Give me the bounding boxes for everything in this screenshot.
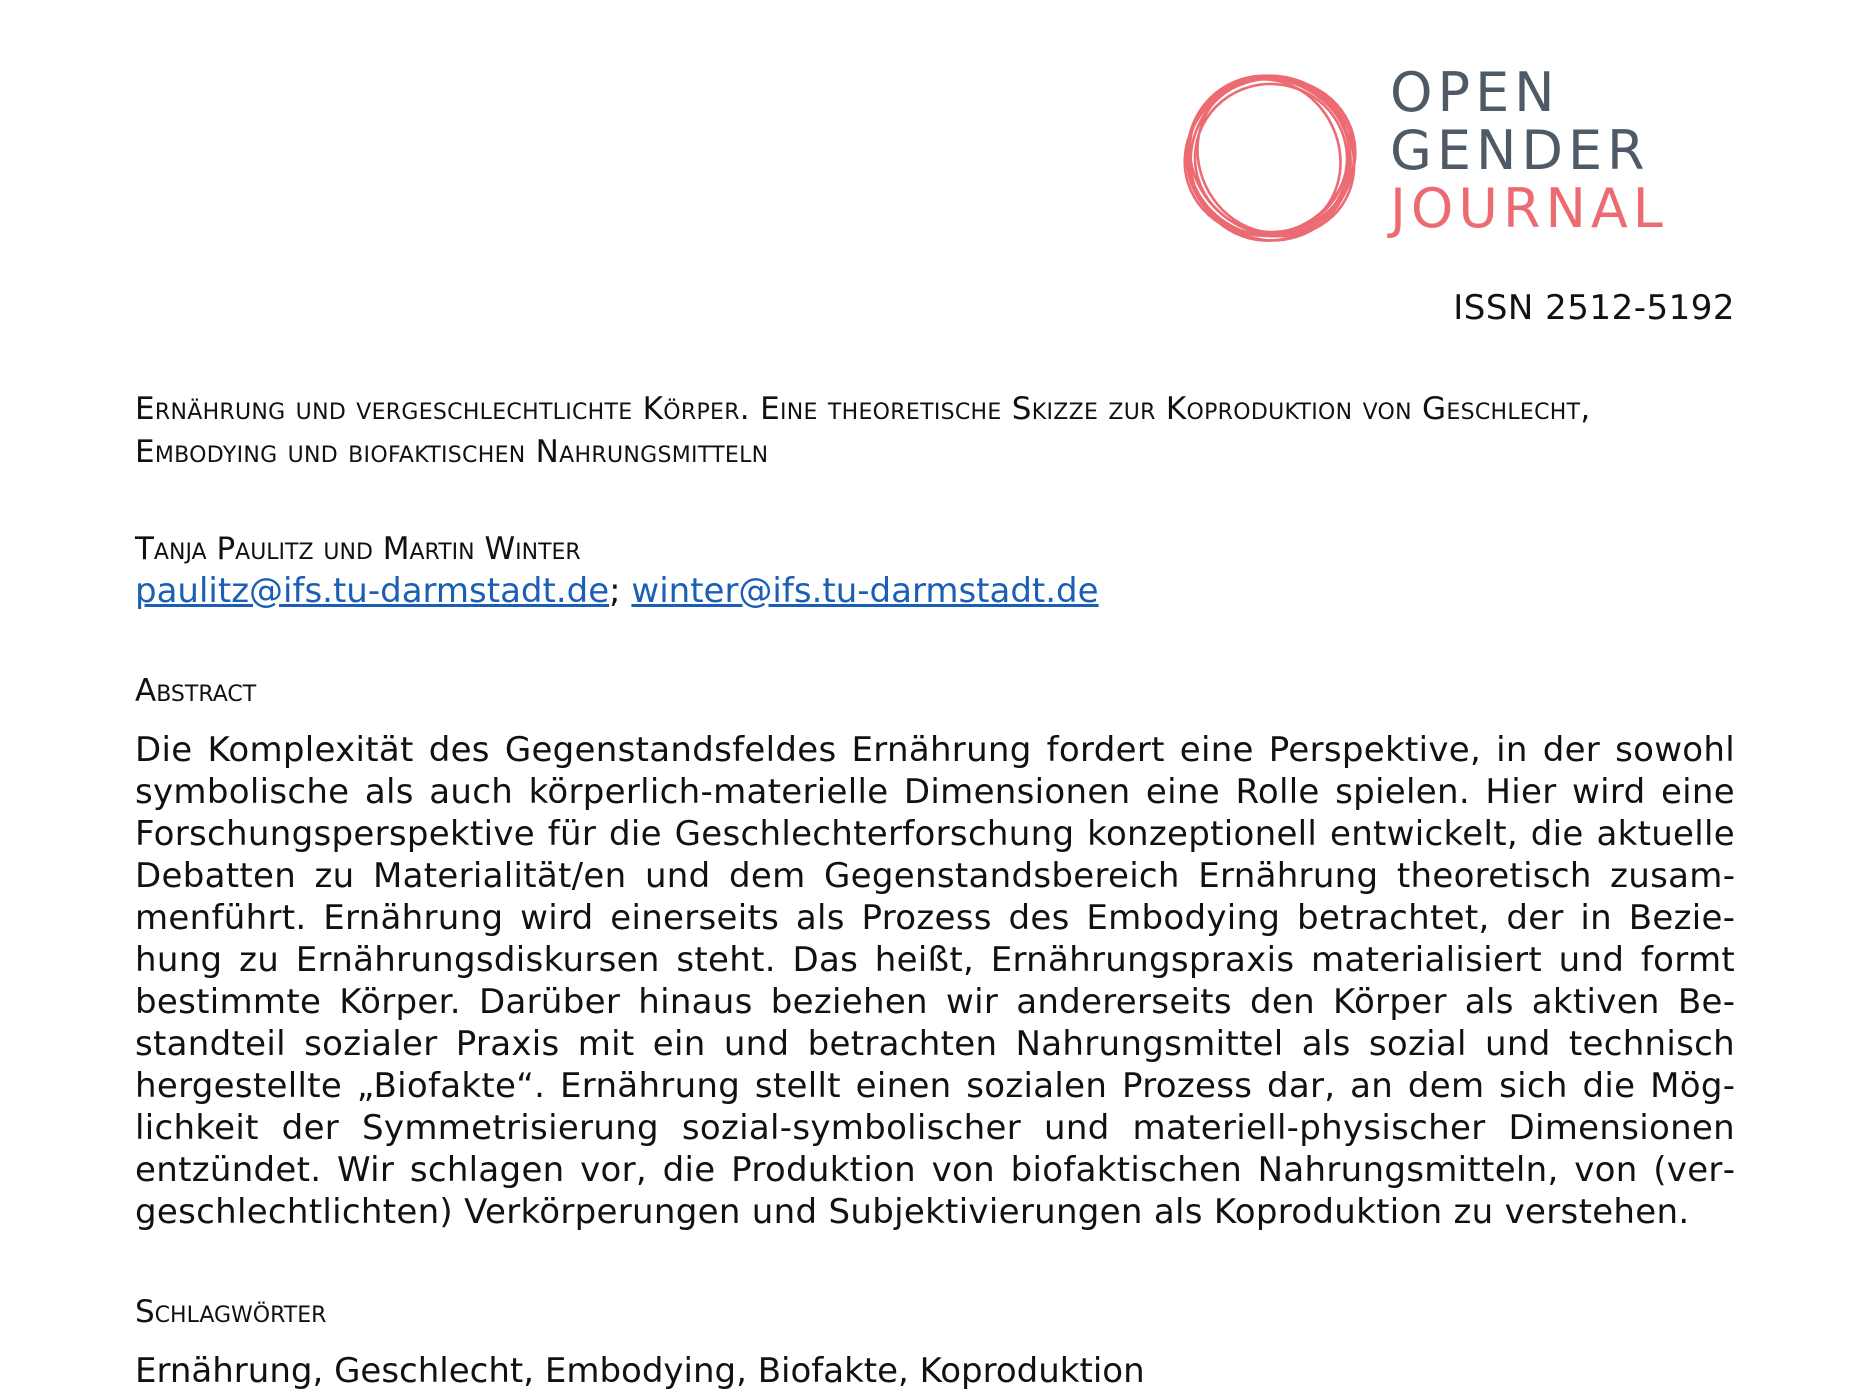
author-emails	[135, 570, 1735, 613]
journal-logo	[1175, 62, 1735, 252]
email-link-winter[interactable]: winter@ifs.tu-darmstadt.de	[631, 571, 1099, 611]
ring-logo-icon	[1175, 62, 1365, 252]
logo-word-gender: GENDER	[1390, 119, 1650, 182]
journal-name	[1390, 61, 1668, 240]
abstract-text: Die Komplexität des Gegenstandsfeldes Ernährung fordert eine Perspektive, in der sowohl symbolische als auch körperlich-materielle Dimensionen eine Rolle spielen. Hier wird eine Forschungsperspektive für die Geschlechterforschung konzeptionell entwickelt, die aktuelle Debatten zu Materialität/en und dem Gegenstandsbereich Ernährung theoretisch zusammenführt. Ernährung wird einerseits als Prozess des Embodying betrachtet, der in Beziehung zu Ernährungsdiskursen steht. Das heißt, Ernährungspraxis materialisiert und formt bestimmte Körper. Darüber hinaus beziehen wir andererseits den Körper als aktiven Bestandteil sozialer Praxis mit ein und betrachten Nahrungsmittel als sozial und technisch hergestellte „Biofakte“. Ernährung stellt einen sozialen Prozess dar, an dem sich die Möglichkeit der Symmetrisierung sozial-symbolischer und materiell-physischer Dimensionen entzündet. Wir schlagen vor, die Produktion von biofaktischen Nahrungsmitteln, von (vergeschlechtlichten) Verkörperungen und Subjektivierungen als Koproduktion zu verstehen.	[135, 730, 1735, 1232]
email-link-paulitz[interactable]: paulitz@ifs.tu-darmstadt.de	[135, 571, 610, 611]
article-authors: Tanja Paulitz und Martin Winter	[135, 531, 581, 567]
article-title: Ernährung und vergeschlechtlichte Körper. Eine theoretische Skizze zur Koproduktion von Geschlecht, Embodying und biofaktischen Nahrungsmitteln	[135, 391, 1591, 470]
issn-number: ISSN 2512-5192	[1453, 288, 1735, 328]
logo-word-open: OPEN	[1390, 61, 1560, 124]
abstract-heading: Abstract	[135, 673, 257, 709]
keywords-list: Ernährung, Geschlecht, Embodying, Biofakte, Koproduktion	[135, 1351, 1145, 1391]
logo-word-journal: JOURNAL	[1390, 177, 1668, 240]
keywords-heading: Schlagwörter	[135, 1294, 327, 1330]
email-separator: ;	[609, 571, 632, 611]
